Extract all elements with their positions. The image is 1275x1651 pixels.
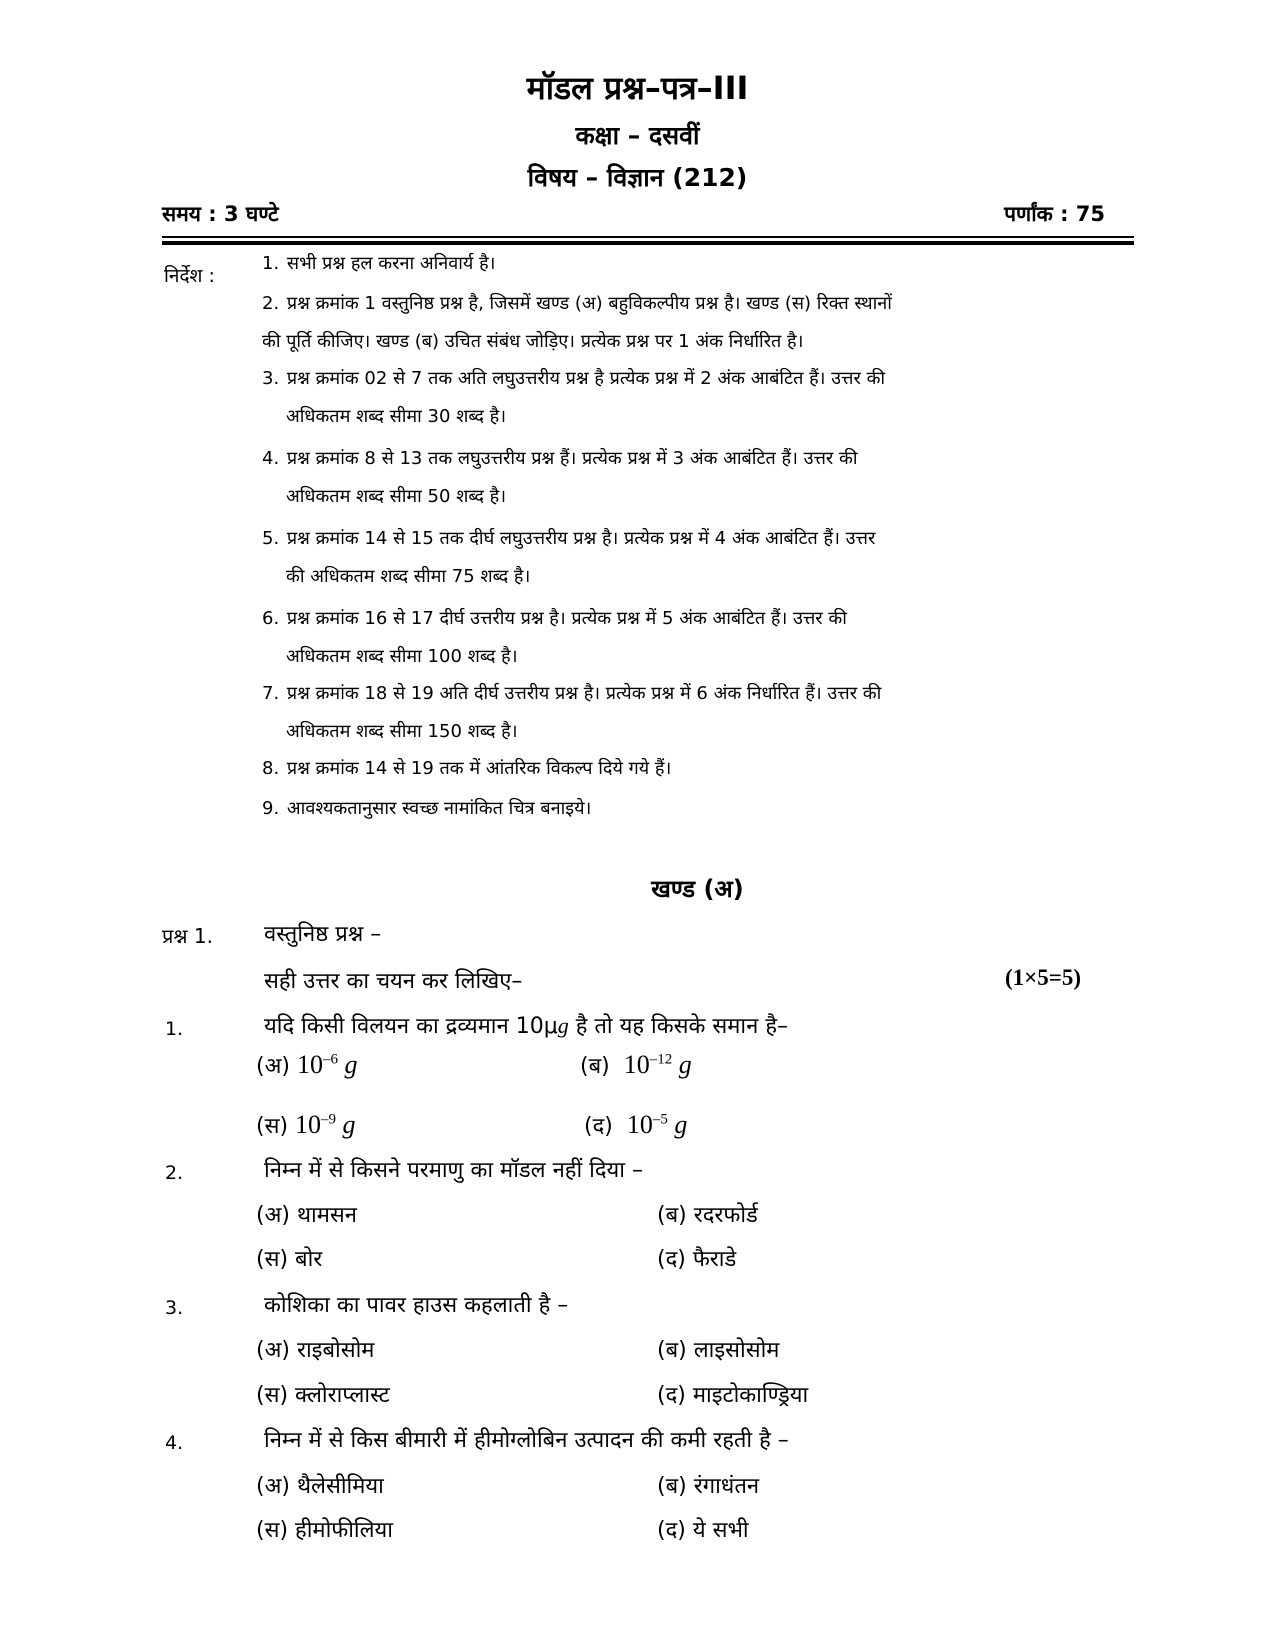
option-unit: g	[342, 1110, 356, 1139]
instruction-text: प्रश्न क्रमांक 1 वस्तुनिष्ठ प्रश्न है, जिसमें खण्ड (अ) बहुविकल्पीय प्रश्न है। खण्ड (स) रिक्त स्थानों	[286, 293, 892, 314]
mcq-option: (अ) थामसन	[256, 1203, 357, 1228]
mcq-question-text: निम्न में से किस बीमारी में हीमोग्लोबिन उत्पादन की कमी रहती है –	[264, 1428, 789, 1453]
instruction-text-continued: अधिकतम शब्द सीमा 150 शब्द है।	[286, 721, 518, 742]
instruction-text: प्रश्न क्रमांक 18 से 19 अति दीर्घ उत्तरीय प्रश्न है। प्रत्येक प्रश्न में 6 अंक निर्धारित हैं। उत्तर की	[286, 683, 882, 704]
option-exponent: –12	[649, 1051, 673, 1068]
option-value	[624, 1050, 692, 1079]
mcq-option: (द) माइटोकाण्ड्रिया	[657, 1383, 809, 1408]
option-label: (अ)	[256, 1054, 290, 1079]
mcq-option: (द) फैराडे	[657, 1247, 737, 1272]
mcq-option: (ब) रंगाधंतन	[657, 1474, 760, 1499]
mcq-question-text	[264, 1010, 788, 1040]
question-heading: वस्तुनिष्ठ प्रश्न –	[264, 922, 382, 947]
instruction-number: 8.	[262, 758, 280, 779]
paper-title: मॉडल प्रश्न–पत्र–III	[526, 69, 749, 107]
instruction-text: प्रश्न क्रमांक 14 से 19 तक में आंतरिक विकल्प दिये गये हैं।	[286, 758, 672, 779]
option-label: (स)	[256, 1114, 289, 1139]
option-exponent: –9	[321, 1111, 337, 1128]
mcq-question-text: कोशिका का पावर हाउस कहलाती है –	[264, 1293, 569, 1318]
mcq-option	[584, 1110, 687, 1140]
option-exponent: –6	[322, 1051, 338, 1068]
instruction-number: 6.	[262, 608, 280, 629]
question-label: प्रश्न 1.	[162, 924, 213, 948]
mcq-option	[580, 1050, 692, 1080]
mcq-option: (स) क्लोराप्लास्ट	[256, 1383, 390, 1408]
mcq-option	[256, 1050, 357, 1080]
instruction-text-continued: अधिकतम शब्द सीमा 50 शब्द है।	[286, 486, 507, 507]
instruction-item	[262, 675, 1137, 751]
option-unit: g	[344, 1050, 358, 1079]
instruction-item	[262, 285, 1137, 361]
option-base: 10	[295, 1110, 322, 1139]
instruction-item	[262, 750, 1137, 788]
option-value	[297, 1050, 358, 1079]
instruction-number: 5.	[262, 528, 280, 549]
instruction-text: प्रश्न क्रमांक 8 से 13 तक लघुउत्तरीय प्रश्न हैं। प्रत्येक प्रश्न में 3 अंक आबंटित हैं। उत्तर की	[286, 448, 858, 469]
mcq-option: (अ) थैलेसीमिया	[256, 1474, 384, 1499]
question-instruction: सही उत्तर का चयन कर लिखिए–	[264, 969, 523, 994]
mcq-option: (ब) लाइसोसोम	[657, 1338, 780, 1363]
option-exponent: –5	[652, 1111, 668, 1128]
mcq-option: (ब) रदरफोर्ड	[657, 1203, 758, 1228]
instructions-label: निर्देश :	[164, 265, 215, 287]
mcq-option: (द) ये सभी	[657, 1518, 749, 1543]
option-base: 10	[626, 1110, 653, 1139]
class-line: कक्षा – दसवीं	[575, 121, 700, 150]
mcq-option	[256, 1110, 356, 1140]
mcq-number: 2.	[165, 1162, 184, 1184]
instruction-text: आवश्यकतानुसार स्वच्छ नामांकित चित्र बनाइये।	[286, 798, 592, 819]
instruction-item	[262, 520, 1137, 596]
instruction-number: 2.	[262, 293, 280, 314]
option-label: (द)	[584, 1114, 613, 1139]
instruction-item	[262, 440, 1137, 516]
instruction-item	[262, 600, 1137, 676]
mcq-option: (अ) राइबोसोम	[256, 1338, 375, 1363]
subject-line: विषय – विज्ञान (212)	[527, 163, 748, 192]
option-value	[295, 1110, 356, 1139]
section-heading: खण्ड (अ)	[651, 875, 744, 903]
mcq-number: 3.	[165, 1297, 184, 1319]
instruction-text-continued: की पूर्ति कीजिए। खण्ड (ब) उचित संबंध जोड़िए। प्रत्येक प्रश्न पर 1 अंक निर्धारित है।	[262, 331, 804, 352]
instruction-number: 3.	[262, 368, 280, 389]
option-unit: g	[674, 1110, 688, 1139]
option-value	[627, 1110, 688, 1139]
option-label: (ब)	[580, 1054, 610, 1079]
mcq-option: (स) हीमोफीलिया	[256, 1518, 393, 1543]
mcq-question-text: निम्न में से किसने परमाणु का मॉडल नहीं दिया –	[264, 1158, 643, 1183]
instruction-text: प्रश्न क्रमांक 02 से 7 तक अति लघुउत्तरीय प्रश्न है प्रत्येक प्रश्न में 2 अंक आबंटित हैं। उत्तर की	[286, 368, 886, 389]
instruction-number: 1.	[262, 253, 280, 274]
instruction-text: प्रश्न क्रमांक 14 से 15 तक दीर्घ लघुउत्तरीय प्रश्न है। प्रत्येक प्रश्न में 4 अंक आबंटित हैं। उत्तर	[286, 528, 876, 549]
instruction-text: सभी प्रश्न हल करना अनिवार्य है।	[286, 253, 496, 274]
mcq-number: 4.	[165, 1432, 184, 1454]
question-marks: (1×5=5)	[1004, 965, 1081, 990]
instruction-text-continued: अधिकतम शब्द सीमा 30 शब्द है।	[286, 406, 507, 427]
instruction-item	[262, 790, 1137, 828]
header-rule-thin	[162, 236, 1134, 238]
instruction-number: 4.	[262, 448, 280, 469]
instruction-text-continued: अधिकतम शब्द सीमा 100 शब्द है।	[286, 646, 518, 667]
instruction-item	[262, 360, 1137, 436]
instruction-text: प्रश्न क्रमांक 16 से 17 दीर्घ उत्तरीय प्रश्न है। प्रत्येक प्रश्न में 5 अंक आबंटित हैं। उत्तर की	[286, 608, 847, 629]
instruction-item	[262, 245, 1137, 283]
instruction-number: 7.	[262, 683, 280, 704]
mcq-number: 1.	[165, 1018, 184, 1040]
instruction-number: 9.	[262, 798, 280, 819]
mcq-text-prefix: यदि किसी विलयन का द्रव्यमान 10μ	[264, 1014, 558, 1039]
option-unit: g	[678, 1050, 692, 1079]
mcq-text-var: g	[557, 1013, 569, 1038]
time-allowed: समय : 3 घण्टे	[162, 202, 279, 226]
max-marks: पर्णांक : 75	[1004, 202, 1105, 226]
option-base: 10	[296, 1050, 323, 1079]
mcq-option: (स) बोर	[256, 1247, 323, 1272]
instruction-text-continued: की अधिकतम शब्द सीमा 75 शब्द है।	[286, 566, 531, 587]
option-base: 10	[623, 1050, 650, 1079]
mcq-text-suffix: है तो यह किसके समान है–	[568, 1014, 789, 1039]
